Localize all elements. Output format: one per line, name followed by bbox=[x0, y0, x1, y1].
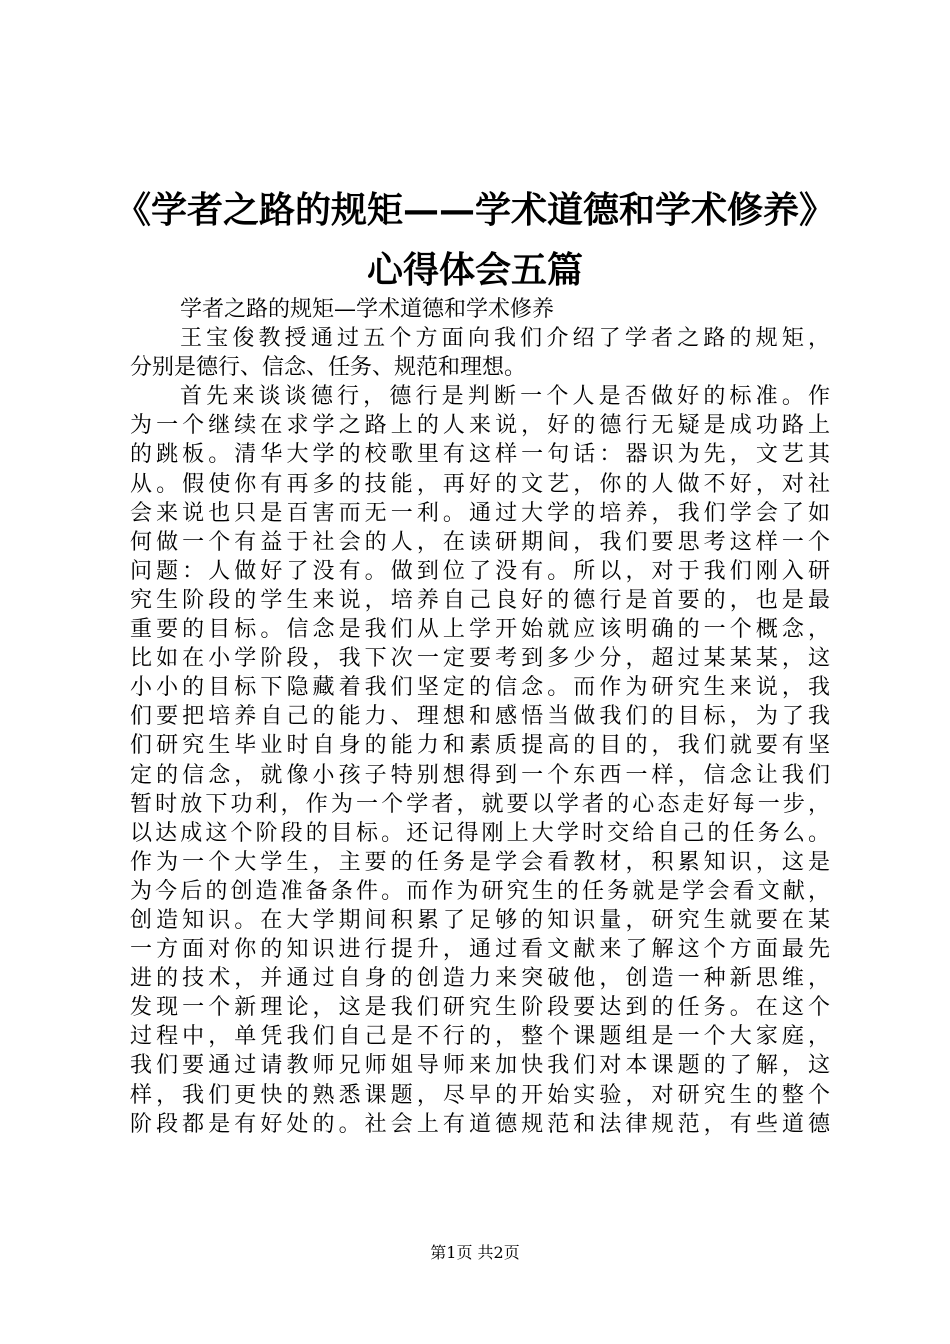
body-line: 暂时放下功利，作为一个学者，就要以学者的心态走好每一步， bbox=[130, 791, 830, 817]
document-title-line-2: 心得体会五篇 bbox=[366, 249, 583, 291]
body-line: 比如在小学阶段，我下次一定要考到多少分，超过某某某，这 bbox=[130, 646, 830, 672]
body-line: 小小的目标下隐藏着我们坚定的信念。而作为研究生来说，我 bbox=[130, 675, 830, 701]
body-line: 作为一个大学生，主要的任务是学会看教材，积累知识，这是 bbox=[130, 849, 830, 875]
body-line: 何做一个有益于社会的人，在读研期间，我们要思考这样一个 bbox=[130, 529, 830, 555]
body-line: 创造知识。在大学期间积累了足够的知识量，研究生就要在某 bbox=[130, 907, 830, 933]
document-title-line-1: 《学者之路的规矩——学术道德和学术修养》 bbox=[114, 189, 835, 231]
body-line: 重要的目标。信念是我们从上学开始就应该明确的一个概念， bbox=[130, 617, 830, 643]
body-line: 王宝俊教授通过五个方面向我们介绍了学者之路的规矩， bbox=[180, 326, 830, 352]
body-line: 进的技术，并通过自身的创造力来突破他，创造一种新思维， bbox=[130, 966, 830, 992]
body-line: 发现一个新理论，这是我们研究生阶段要达到的任务。在这个 bbox=[130, 995, 830, 1021]
body-line: 为一个继续在求学之路上的人来说，好的德行无疑是成功路上 bbox=[130, 413, 830, 439]
body-line: 过程中，单凭我们自己是不行的，整个课题组是一个大家庭， bbox=[130, 1024, 830, 1050]
body-line: 究生阶段的学生来说，培养自己良好的德行是首要的，也是最 bbox=[130, 587, 830, 613]
body-line: 们研究生毕业时自身的能力和素质提高的目的，我们就要有坚 bbox=[130, 733, 830, 759]
page-footer: 第1页 共2页 bbox=[430, 1243, 520, 1262]
body-line: 的跳板。清华大学的校歌里有这样一句话：器识为先，文艺其 bbox=[130, 442, 830, 468]
body-line: 以达成这个阶段的目标。还记得刚上大学时交给自己的任务么。 bbox=[130, 820, 830, 846]
body-line: 从。假使你有再多的技能，再好的文艺，你的人做不好，对社 bbox=[130, 471, 830, 497]
document-subtitle: 学者之路的规矩—学术道德和学术修养 bbox=[180, 297, 555, 322]
body-line: 们要把培养自己的能力、理想和感悟当做我们的目标，为了我 bbox=[130, 704, 830, 730]
body-line: 一方面对你的知识进行提升，通过看文献来了解这个方面最先 bbox=[130, 937, 830, 963]
body-line: 会来说也只是百害而无一利。通过大学的培养，我们学会了如 bbox=[130, 500, 830, 526]
body-line: 问题：人做好了没有。做到位了没有。所以，对于我们刚入研 bbox=[130, 558, 830, 584]
body-line: 首先来谈谈德行，德行是判断一个人是否做好的标准。作 bbox=[180, 384, 830, 410]
body-line: 为今后的创造准备条件。而作为研究生的任务就是学会看文献， bbox=[130, 878, 830, 904]
body-line: 定的信念，就像小孩子特别想得到一个东西一样，信念让我们 bbox=[130, 762, 830, 788]
body-line: 分别是德行、信念、任务、规范和理想。 bbox=[130, 355, 527, 381]
body-line: 样，我们更快的熟悉课题，尽早的开始实验，对研究生的整个 bbox=[130, 1082, 830, 1108]
body-line: 我们要通过请教师兄师姐导师来加快我们对本课题的了解，这 bbox=[130, 1053, 830, 1079]
body-line: 阶段都是有好处的。社会上有道德规范和法律规范，有些道德 bbox=[130, 1111, 830, 1137]
document-body bbox=[130, 295, 830, 1139]
